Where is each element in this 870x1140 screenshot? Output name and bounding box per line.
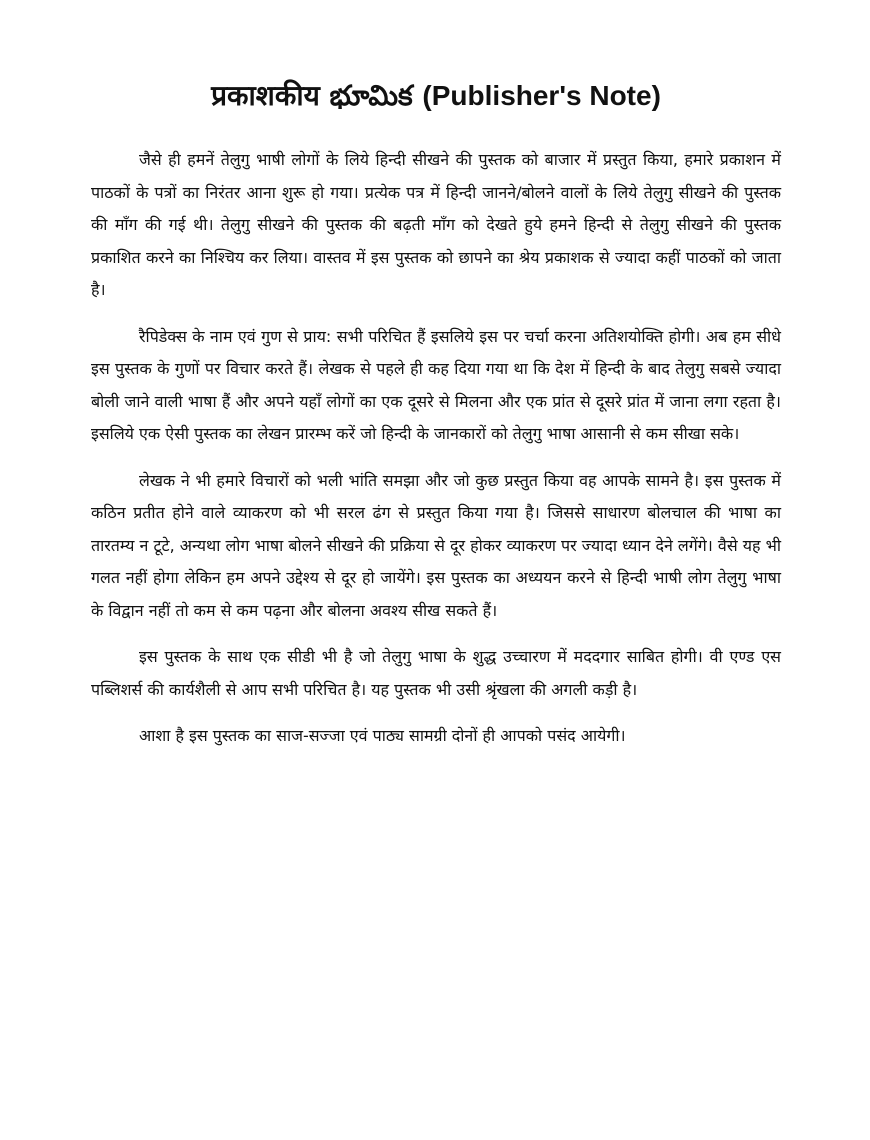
title-english: (Publisher's Note) — [422, 80, 661, 111]
title-telugu: భూమిక — [329, 79, 413, 112]
document-page — [91, 70, 781, 767]
paragraph-1: जैसे ही हमनें तेलुगु भाषी लोगों के लिये हिन्दी सीखने की पुस्तक को बाजार में प्रस्तुत किया, हमारे प्रकाशन में पाठकों के पत्रों का निरंतर आना शुरू हो गया। प्रत्येक पत्र में हिन्दी जानने/बोलने वालों के लिये तेलुगु सीखने की पुस्तक की माँग की गई थी। तेलुगु सीखने की पुस्तक की बढ़ती माँग को देखते हुये हमने हिन्दी से तेलुगु सीखने की पुस्तक प्रकाशित करने का निश्चिय कर लिया। वास्तव में इस पुस्तक को छापने का श्रेय प्रकाशक से ज्यादा कहीं पाठकों को जाता है। — [91, 150, 781, 299]
page-title — [91, 70, 781, 122]
paragraph-4: इस पुस्तक के साथ एक सीडी भी है जो तेलुगु भाषा के शुद्ध उच्चारण में मददगार साबित होगी। वी एण्ड एस पब्लिशर्स की कार्यशैली से आप सभी परिचित है। यह पुस्तक भी उसी श्रृंखला की अगली कड़ी है। — [91, 647, 781, 699]
paragraph-3: लेखक ने भी हमारे विचारों को भली भांति समझा और जो कुछ प्रस्तुत किया वह आपके सामने है। इस पुस्तक में कठिन प्रतीत होने वाले व्याकरण को भी सरल ढंग से प्रस्तुत किया गया है। जिससे साधारण बोलचाल की भाषा का तारतम्य न टूटे, अन्यथा लोग भाषा बोलने सीखने की प्रक्रिया से दूर होकर व्याकरण पर ज्यादा ध्यान देने लगेंगे। वैसे यह भी गलत नहीं होगा लेकिन हम अपने उद्देश्य से दूर हो जायेंगे। इस पुस्तक का अध्ययन करने से हिन्दी भाषी लोग तेलुगु भाषा के विद्वान नहीं तो कम से कम पढ़ना और बोलना अवश्य सीख सकते हैं। — [91, 470, 781, 620]
paragraph-5: आशा है इस पुस्तक का साज-सज्जा एवं पाठ्य सामग्री दोनों ही आपको पसंद आयेगी। — [139, 726, 626, 745]
title-hindi: प्रकाशकीय — [211, 79, 320, 112]
paragraph-2: रैपिडेक्स के नाम एवं गुण से प्राय: सभी परिचित हैं इसलिये इस पर चर्चा करना अतिशयोक्ति होगी। अब हम सीधे इस पुस्तक के गुणों पर विचार करते हैं। लेखक से पहले ही कह दिया गया था कि देश में हिन्दी के बाद तेलुगु सबसे ज्यादा बोली जाने वाली भाषा हैं और अपने यहाँ लोगों का एक दूसरे से मिलना और एक प्रांत से दूसरे प्रांत में जाना लगा रहता है। इसलिये एक ऐसी पुस्तक का लेखन प्रारम्भ करें जो हिन्दी के जानकारों को तेलुगु भाषा आसानी से कम सीखा सके। — [91, 326, 781, 443]
